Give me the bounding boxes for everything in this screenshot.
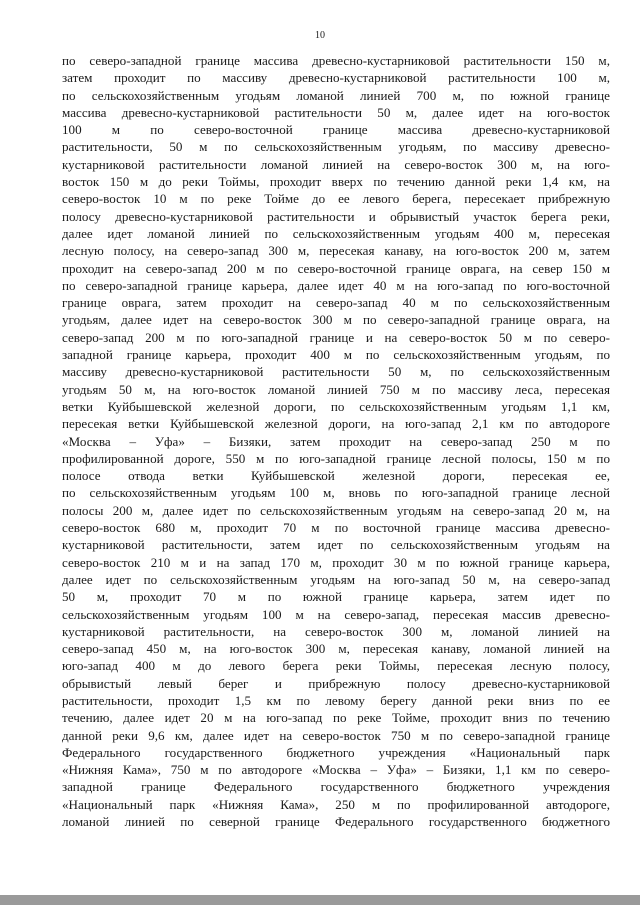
text-line: массиву древесно-кустарниковой растительности 50 м, по сельскохозяйственным (62, 364, 610, 380)
text-line: полосе отвода ветки Куйбышевской железной дороги, пересекая ее, (62, 468, 610, 484)
text-line: далее идет по сельскохозяйственным угодьям на юго-запад 50 м, на северо-запад (62, 571, 610, 587)
text-line: северо-восток 680 м, проходит 70 м по восточной границе массива древесно- (62, 520, 610, 536)
text-line: профилированной дороге, 550 м по юго-западной границе лесной полосы, 150 м по (62, 450, 610, 466)
text-line: «Национальный парк «Нижняя Кама», 250 м по профилированной автодороге, (62, 796, 610, 812)
text-line: 50 м, проходит 70 м по южной границе карьера, затем идет по (62, 589, 610, 605)
text-line: северо-запад 200 м по юго-западной границе и на северо-восток 50 м по северо- (62, 329, 610, 345)
page-number: 10 (315, 30, 325, 41)
text-line: полосы 200 м, далее идет по сельскохозяйственным угодьям на северо-запад 20 м, на (62, 502, 610, 518)
text-line: северо-восток 10 м по реке Тойме до ее левого берега, пересекает прибрежную (62, 191, 610, 207)
text-line: по сельскохозяйственным угодьям 100 м, вновь по юго-западной границе лесной (62, 485, 610, 501)
text-line: по сельскохозяйственным угодьям ломаной линией 700 м, по южной границе (62, 87, 610, 103)
text-line: затем проходит по массиву древесно-кустарниковой растительности 100 м, (62, 70, 610, 86)
text-line: кустарниковой растительности, на северо-восток 300 м, ломаной линией на (62, 623, 610, 639)
text-line: проходит на северо-запад 200 м по северо-восточной границе оврага, на север 150 м (62, 260, 610, 276)
text-line: далее идет ломаной линией по сельскохозяйственным угодьям 400 м, пересекая (62, 225, 610, 241)
text-line: западной границе карьера, проходит 400 м по сельскохозяйственным угодьям, по (62, 347, 610, 363)
text-line: 100 м по северо-восточной границе массива древесно-кустарниковой (62, 122, 610, 138)
text-line: сельскохозяйственным угодьям 100 м на северо-запад, пересекая массив древесно- (62, 606, 610, 622)
text-line: растительности, проходит 1,5 км по левому берегу данной реки вниз по ее (62, 692, 610, 708)
text-line: северо-восток 210 м и на запад 170 м, проходит 30 м по южной границе карьера, (62, 554, 610, 570)
text-line: юго-запад 400 м до левого берега реки Тоймы, пересекая лесную полосу, (62, 658, 610, 674)
text-line: пересекая ветки Куйбышевской железной дороги, на юго-запад 2,1 км по автодороге (62, 416, 610, 432)
text-line: угодьям 50 м, на юго-восток ломаной линией 750 м по массиву леса, пересекая (62, 381, 610, 397)
scan-bottom-edge (0, 895, 640, 905)
text-line: по северо-западной границе карьера, далее идет 40 м на юго-запад по юго-восточной (62, 277, 610, 293)
text-line: данной реки 9,6 км, далее идет на северо-восток 750 м по северо-западной границе (62, 727, 610, 743)
text-line: по северо-западной границе массива древесно-кустарниковой растительности 150 м, (62, 53, 610, 68)
text-line: кустарниковой растительности, затем идет по сельскохозяйственным угодьям на (62, 537, 610, 553)
text-line: растительности, 50 м по сельскохозяйственным угодьям, по массиву древесно- (62, 139, 610, 155)
text-line: кустарниковой растительности ломаной линией на северо-восток 300 м, на юго- (62, 156, 610, 172)
text-line: ломаной линией по северной границе Федерального государственного бюджетного (62, 814, 610, 830)
text-line: северо-запад 450 м, на юго-восток 300 м, пересекая канаву, ломаной линией на (62, 641, 610, 657)
text-line: западной границе Федерального государственного бюджетного учреждения (62, 779, 610, 795)
text-line: Федерального государственного бюджетного учреждения «Национальный парк (62, 744, 610, 760)
text-line: «Нижняя Кама», 750 м по автодороге «Москва – Уфа» – Бизяки, 1,1 км по северо- (62, 762, 610, 778)
text-line: восток 150 м до реки Тоймы, проходит вверх по течению данной реки 1,4 км, на (62, 174, 610, 190)
text-line: ветки Куйбышевской железной дороги, по сельскохозяйственным угодьям 1,1 км, (62, 398, 610, 414)
text-line: угодьям, далее идет на северо-восток 300 м по северо-западной границе оврага, на (62, 312, 610, 328)
text-line: течению, далее идет 20 м на юго-запад по реке Тойме, проходит вниз по течению (62, 710, 610, 726)
text-line: обрывистый левый берег и прибрежную полосу древесно-кустарниковой (62, 675, 610, 691)
text-line: полосу древесно-кустарниковой растительности и обрывистый участок берега реки, (62, 208, 610, 224)
text-line: лесную полосу, на северо-запад 300 м, пересекая канаву, на юго-восток 200 м, затем (62, 243, 610, 259)
text-line: границе оврага, затем проходит на северо-запад 40 м по сельскохозяйственным (62, 295, 610, 311)
text-line: массива древесно-кустарниковой растительности 50 м, далее идет на юго-восток (62, 104, 610, 120)
text-line: «Москва – Уфа» – Бизяки, затем проходит на северо-запад 250 м по (62, 433, 610, 449)
body-text (62, 52, 610, 830)
